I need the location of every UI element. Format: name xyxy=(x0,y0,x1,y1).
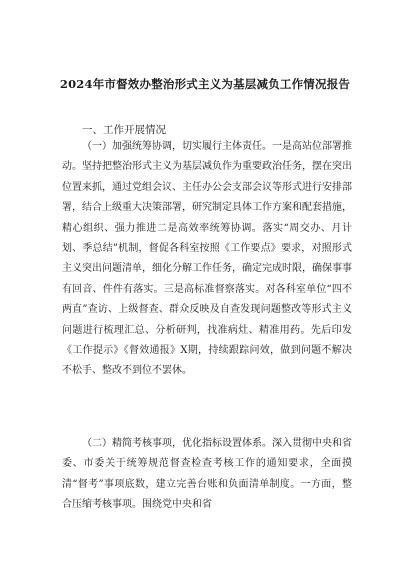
paragraph-1 xyxy=(62,137,352,382)
paragraph-1-text: （一）加强统筹协调，切实履行主体责任。一是高站位部署推动。坚持把整治形式主义为基层减负作为重要政治任务，摆在突出位置来抓，通过党组会议、主任办公会支部会议等形式进行安排部署，结合上级重大决策部署，研究制定具体工作方案和配套措施，精心组织、强力推进二是高效率统筹协调。落实“周交办、月计划、季总结”机制，督促各科室按照《工作要点》要求，对照形式主义突出问题清单，细化分解工作任务，确定完成时限，确保事事有回音、件件有落实。三是高标准督察落实。对各科室单位“四不两直”查访、上级督查、群众反映及自查发现问题整改等形式主义问题进行梳理汇总、分析研判，找准病灶、精准用药。先后印发《工作提示》《督效通报》X期，持续跟踪问效，做到问题不解决不松手、整改不到位不罢休。 xyxy=(62,141,352,377)
section-heading: 一、工作开展情况 xyxy=(82,124,166,136)
paragraph-2 xyxy=(62,434,352,516)
document-title: 2024年市督效办整治形式主义为基层减负工作情况报告 xyxy=(59,77,351,91)
paragraph-2-text: （二）精简考核事项，优化指标设置体系。深入贯彻中央和省委、市委关于统筹规范督查检查考核工作的通知要求，全面摸清“督考”事项底数，建立完善台账和负面清单制度。一方面，整合压缩考核事项。围绕党中央和省 xyxy=(62,438,352,511)
